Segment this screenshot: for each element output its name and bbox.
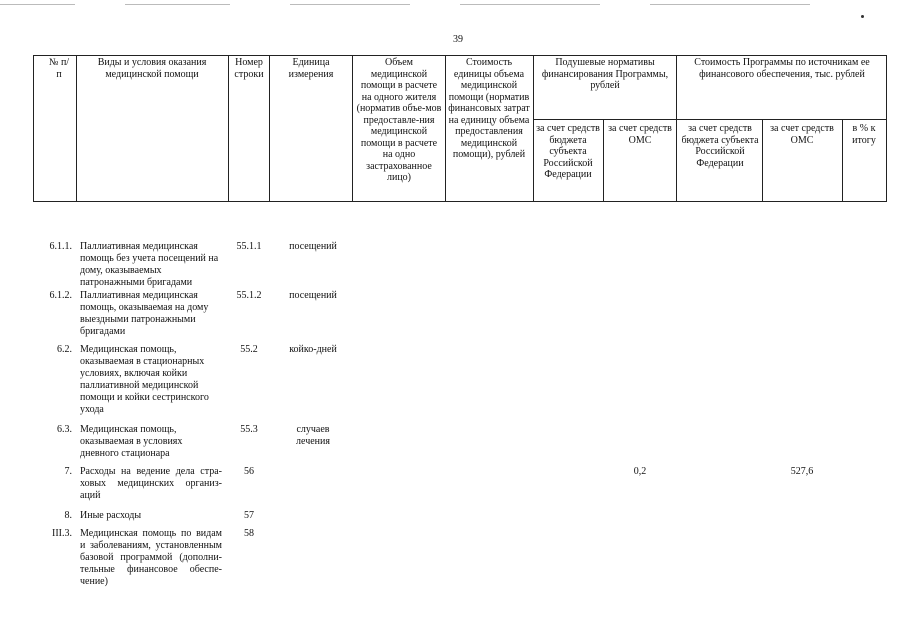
row-line: 57 bbox=[244, 510, 254, 521]
scan-artifact-dot bbox=[861, 15, 864, 18]
header-volume: Объем медицинской помощи в расчете на одного жителя (норматив объе-мов предоставле-ния медицинской помощи в расчете на одно застрахованное лицо) bbox=[356, 57, 442, 183]
header-program: Стоимость Программы по источникам ее финансового обеспечения, тыс. рублей bbox=[694, 57, 870, 80]
row-name: Медицинская помощь, оказываемая в стационарных условиях, включая койки паллиативной медицинской помощи и койки сестринского ухода bbox=[80, 344, 209, 415]
row-line: 55.1.2 bbox=[236, 290, 262, 301]
row-line: 55.1.1 bbox=[236, 241, 262, 252]
row-name: Расходы на ведение дела стра-ховых медицинских организ-аций bbox=[80, 466, 222, 501]
row-unit: посещений bbox=[289, 290, 337, 301]
row-unit: случаев лечения bbox=[296, 424, 330, 447]
row-program-oms: 527,6 bbox=[790, 466, 814, 477]
header-unit: Единица измерения bbox=[288, 57, 334, 80]
row-name: Паллиативная медицинская помощь без учета посещений на дому, оказываемых патронажными бригадами bbox=[80, 241, 219, 288]
header-name: Виды и условия оказания медицинской помощи bbox=[97, 57, 207, 80]
scan-artifact-line bbox=[290, 4, 410, 5]
header-percapita-oms: за счет средств ОМС bbox=[608, 123, 672, 146]
header-cost: Стоимость единицы объема медицинской помощи (норматив финансовых затрат на единицу объема предоставления медицинской помощи), рублей bbox=[448, 57, 530, 160]
row-line: 55.3 bbox=[240, 424, 258, 435]
row-number: 6.1.1. bbox=[49, 241, 72, 252]
header-program-budget: за счет средств бюджета субъекта Российской Федерации bbox=[681, 123, 759, 169]
scan-artifact-line bbox=[460, 4, 600, 5]
row-number: 6.2. bbox=[57, 344, 72, 355]
scan-artifact-line bbox=[0, 4, 75, 5]
row-line: 55.2 bbox=[240, 344, 258, 355]
header-program-pct: в % к итогу bbox=[852, 123, 876, 146]
row-unit: посещений bbox=[289, 241, 337, 252]
scan-artifact-line bbox=[125, 4, 230, 5]
row-number: III.3. bbox=[52, 528, 72, 539]
row-name: Паллиативная медицинская помощь, оказываемая на дому выездными патронажными бригадами bbox=[80, 290, 209, 337]
row-line: 56 bbox=[244, 466, 254, 477]
row-number: 6.3. bbox=[57, 424, 72, 435]
page-number: 39 bbox=[453, 34, 463, 45]
row-line: 58 bbox=[244, 528, 254, 539]
header-program-oms: за счет средств ОМС bbox=[770, 123, 834, 146]
header-percapita-budget: за счет средств бюджета субъекта Российской Федерации bbox=[536, 123, 600, 180]
header-percapita: Подушевые нормативы финансирования Программы, рублей bbox=[541, 57, 669, 91]
row-name: Медицинская помощь, оказываемая в условиях дневного стационара bbox=[80, 424, 183, 459]
row-number: 7. bbox=[64, 466, 72, 477]
row-unit: койко-дней bbox=[289, 344, 337, 355]
scan-artifact-line bbox=[650, 4, 810, 5]
header-line: Номер строки bbox=[234, 57, 264, 80]
row-number: 6.1.2. bbox=[49, 290, 72, 301]
row-number: 8. bbox=[64, 510, 72, 521]
row-name: Иные расходы bbox=[80, 510, 142, 521]
row-percapita-oms: 0,2 bbox=[633, 466, 647, 477]
row-name: Медицинская помощь по видам и заболеваниям, установленным базовой программой (дополни-тельные финансовое обеспе-чение) bbox=[80, 528, 222, 587]
header-num: № п/п bbox=[48, 57, 70, 80]
